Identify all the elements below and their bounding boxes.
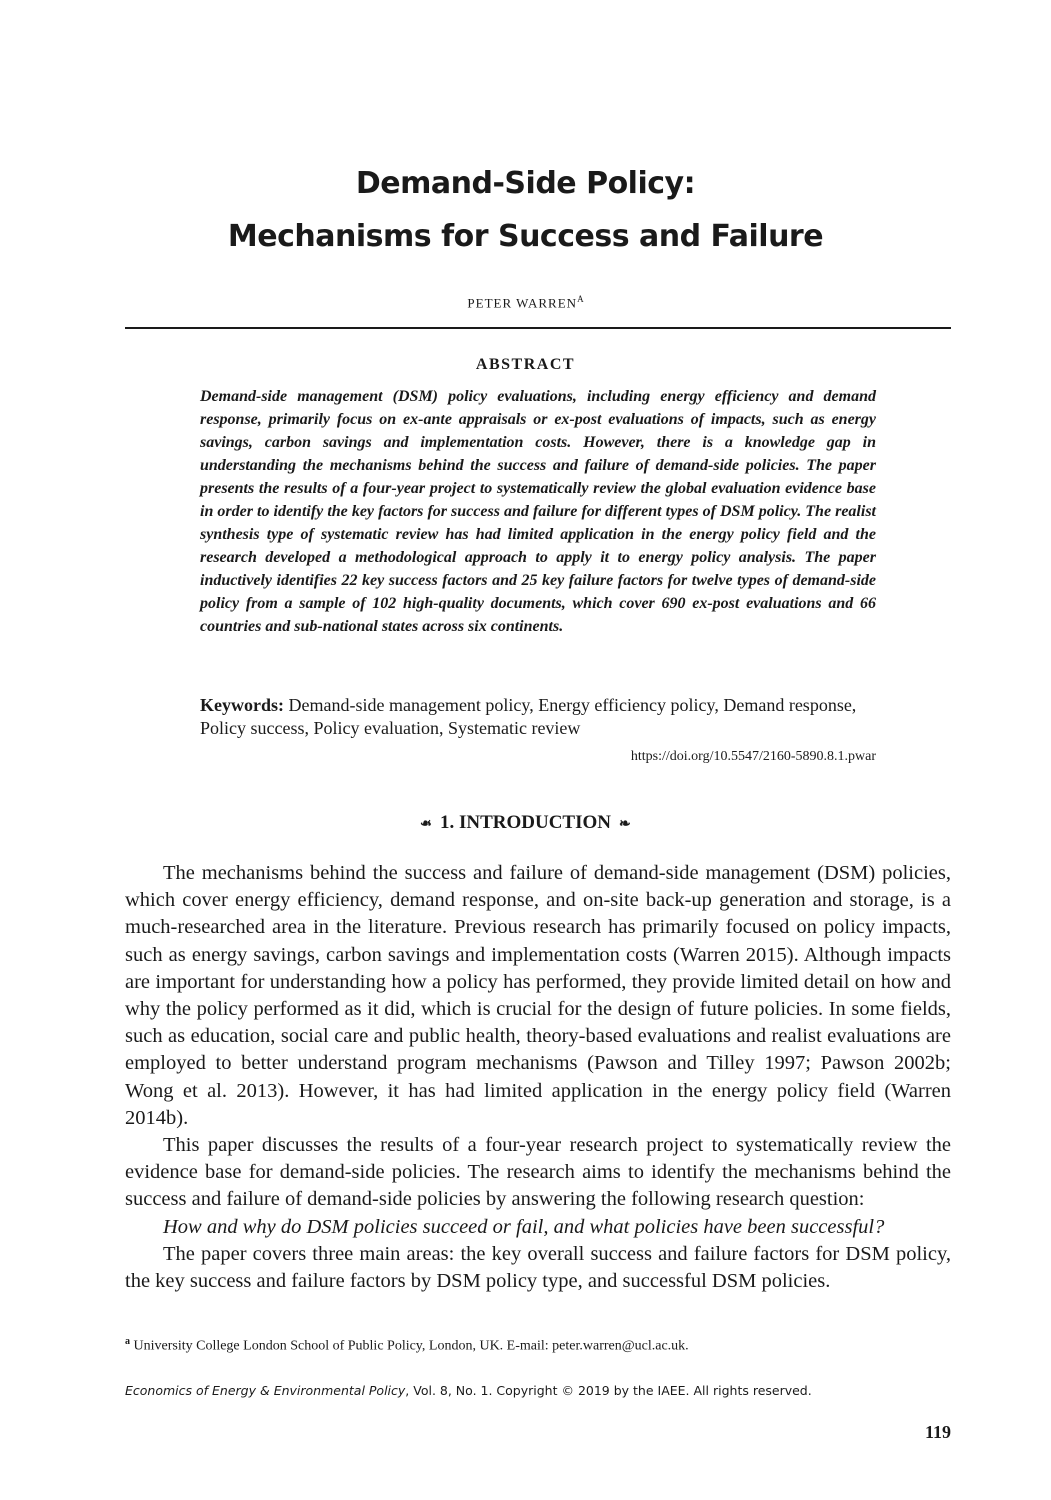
ornament-right-icon: ❧ <box>619 817 631 832</box>
page-number: 119 <box>924 1422 951 1442</box>
introduction-body <box>125 860 951 1295</box>
section-heading <box>0 812 1051 834</box>
paragraph-3: The paper covers three main areas: the key overall success and failure factors for DSM policy, the key success and failure factors by DSM policy type, and successful DSM policies. <box>125 1242 951 1293</box>
affiliation-footnote <box>125 1336 951 1355</box>
ornament-left-icon: ❧ <box>420 817 432 832</box>
title-line-2: Mechanisms for Success and Failure <box>227 219 824 254</box>
author-line <box>0 294 1051 311</box>
abstract-heading: ABSTRACT <box>475 356 576 373</box>
author-affiliation-mark: A <box>577 294 584 304</box>
article-title <box>0 157 1051 263</box>
paragraph-2: This paper discusses the results of a four-year research project to systematically review the evidence base for demand-side policies. The research aims to identify the mechanisms behind the success and failure of demand-side policies by answering the following research question: <box>125 1134 951 1211</box>
keywords-label: Keywords: <box>200 695 284 715</box>
research-question: How and why do DSM policies succeed or fail, and what policies have been successful? <box>163 1215 885 1238</box>
title-line-1: Demand-Side Policy: <box>355 166 696 201</box>
header-rule <box>125 327 951 329</box>
doi-link[interactable]: https://doi.org/10.5547/2160-5890.8.1.pwar <box>630 749 876 764</box>
paragraph-1: The mechanisms behind the success and failure of demand-side management (DSM) policies, which cover energy efficiency, demand response, and on-site back-up generation and storage, is a much-researched area in the literature. Previous research has primarily focused on policy impacts, such as energy savings, carbon savings and implementation costs (Warren 2015). Although impacts are important for understanding how a policy has performed, they provide limited detail on how and why the policy performed as it did, which is crucial for the design of future policies. In some fields, such as education, social care and public health, theory-based evaluations and realist evaluations are employed to better understand program mechanisms (Pawson and Tilley 1997; Pawson 2002b; Wong et al. 2013). However, it has had limited application in the energy policy field (Warren 2014b). <box>125 862 951 1129</box>
keywords-text: Demand-side management policy, Energy efficiency policy, Demand response, Policy success, Policy evaluation, Systematic review <box>200 695 857 738</box>
footnote-mark: a <box>125 1336 130 1347</box>
journal-footer <box>125 1383 951 1398</box>
keywords <box>200 694 876 740</box>
copyright-text: , Vol. 8, No. 1. Copyright © 2019 by the IAEE. All rights reserved. <box>405 1383 812 1398</box>
journal-name: Economics of Energy & Environmental Policy <box>125 1383 406 1398</box>
author-name: PETER WARREN <box>467 295 578 311</box>
footnote-text: University College London School of Public Policy, London, UK. E-mail: peter.warren@ucl.ac.uk. <box>133 1338 689 1354</box>
abstract-text: Demand-side management (DSM) policy evaluations, including energy efficiency and demand response, primarily focus on ex-ante appraisals or ex-post evaluations of impacts, such as energy savings, carbon savings and implementation costs. However, there is a knowledge gap in understanding the mechanisms behind the success and failure of demand-side policies. The paper presents the results of a four-year project to systematically review the global evaluation evidence base in order to identify the key factors for success and failure for different types of DSM policy. The realist synthesis type of systematic review has had limited application in the energy policy field and the research developed a methodological approach to apply it to energy policy analysis. The paper inductively identifies 22 key success factors and 25 key failure factors for twelve types of demand-side policy from a sample of 102 high-quality documents, which cover 690 ex-post evaluations and 66 countries and sub-national states across six continents. <box>200 388 876 635</box>
section-title: 1. INTRODUCTION <box>439 812 612 833</box>
